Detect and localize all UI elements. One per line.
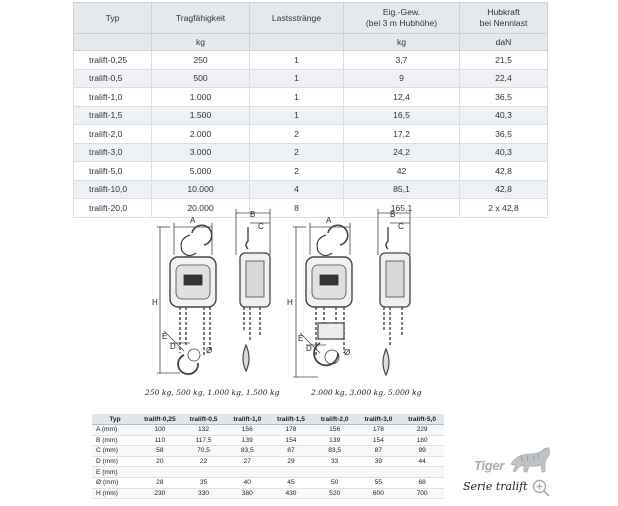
tiger-icon xyxy=(505,444,553,476)
dim-label-h: H xyxy=(287,298,293,307)
spec-cell: 4 xyxy=(250,180,344,199)
dimension-cell: 35 xyxy=(182,477,226,488)
dimension-cell: 229 xyxy=(400,425,444,436)
dimension-cell xyxy=(138,467,182,478)
spec-row xyxy=(74,162,548,181)
spec-cell: tralift-2,0 xyxy=(74,125,152,144)
spec-cell: 40,3 xyxy=(460,143,548,162)
spec-cell: 2 x 42,8 xyxy=(460,199,548,218)
dimension-header-cell: tralift-1,5 xyxy=(269,414,313,425)
spec-unit-cell xyxy=(74,34,152,51)
spec-cell: tralift-10,0 xyxy=(74,180,152,199)
dimension-cell: 45 xyxy=(269,477,313,488)
dimension-header-cell: tralift-0,25 xyxy=(138,414,182,425)
dimension-cell: 83,5 xyxy=(225,446,269,457)
dimension-table xyxy=(92,414,444,499)
dimension-header-cell: Typ xyxy=(92,414,138,425)
dimension-cell: 132 xyxy=(182,425,226,436)
spec-cell: 9 xyxy=(344,69,460,88)
drawing-caption-left: 250 kg, 500 kg, 1.000 kg, 1.500 kg xyxy=(145,388,280,397)
dimension-cell: 380 xyxy=(225,488,269,499)
dimension-cell xyxy=(357,467,401,478)
spec-cell: 1 xyxy=(250,88,344,107)
spec-cell: 12,4 xyxy=(344,88,460,107)
dimension-cell: 33 xyxy=(313,456,357,467)
spec-header-cell: Eig.-Gew. (bei 3 m Hubhöhe) xyxy=(344,3,460,34)
hoist-side-view-single xyxy=(236,209,270,371)
dimension-cell: D (mm) xyxy=(92,456,138,467)
dimension-header-cell: tralift-2,0 xyxy=(313,414,357,425)
spec-cell: 1 xyxy=(250,51,344,70)
spec-cell: 2.000 xyxy=(152,125,250,144)
dimension-cell: 87 xyxy=(357,446,401,457)
dimension-cell: 70,5 xyxy=(182,446,226,457)
spec-header-row xyxy=(74,3,548,34)
dimension-cell: 99 xyxy=(400,446,444,457)
spec-cell: 42,8 xyxy=(460,180,548,199)
dimension-cell: 154 xyxy=(357,435,401,446)
spec-cell: 1 xyxy=(250,106,344,125)
dimension-row xyxy=(92,425,444,436)
dimension-cell: 68 xyxy=(400,477,444,488)
dimension-row xyxy=(92,456,444,467)
dimension-row xyxy=(92,435,444,446)
dimension-cell: 39 xyxy=(357,456,401,467)
spec-cell: 36,5 xyxy=(460,88,548,107)
spec-cell: 36,5 xyxy=(460,125,548,144)
spec-cell: tralift-5,0 xyxy=(74,162,152,181)
spec-header-cell: Tragfähigkeit xyxy=(152,3,250,34)
dimension-cell xyxy=(182,467,226,478)
spec-header-cell: Hubkraft bei Nennlast xyxy=(460,3,548,34)
spec-cell: 500 xyxy=(152,69,250,88)
dimension-cell: 520 xyxy=(313,488,357,499)
dimension-cell xyxy=(269,467,313,478)
spec-cell: 250 xyxy=(152,51,250,70)
dimension-cell: 600 xyxy=(357,488,401,499)
spec-cell: 3.000 xyxy=(152,143,250,162)
dimension-cell: 430 xyxy=(269,488,313,499)
dimension-cell: 55 xyxy=(357,477,401,488)
spec-unit-cell xyxy=(250,34,344,51)
spec-cell: 1 xyxy=(250,69,344,88)
dimension-cell: 50 xyxy=(313,477,357,488)
dim-label-d: D xyxy=(306,344,312,353)
spec-cell: 24,2 xyxy=(344,143,460,162)
zoom-in-icon[interactable] xyxy=(532,479,550,497)
spec-cell: 20.000 xyxy=(152,199,250,218)
dimension-cell: 156 xyxy=(313,425,357,436)
dimension-cell: 29 xyxy=(269,456,313,467)
spec-cell: 2 xyxy=(250,162,344,181)
spec-cell: 3,7 xyxy=(344,51,460,70)
spec-cell: 2 xyxy=(250,125,344,144)
dim-label-o: Ø xyxy=(344,348,351,357)
dimension-cell: B (mm) xyxy=(92,435,138,446)
dimension-cell: 700 xyxy=(400,488,444,499)
dim-label-o: Ø xyxy=(206,346,213,355)
dimension-cell: 156 xyxy=(225,425,269,436)
series-caption: Serie tralift xyxy=(463,480,528,493)
spec-cell: 165,1 xyxy=(344,199,460,218)
dimension-header-cell: tralift-5,0 xyxy=(400,414,444,425)
dimension-cell: 22 xyxy=(182,456,226,467)
spec-cell: 42,8 xyxy=(460,162,548,181)
spec-cell: 10.000 xyxy=(152,180,250,199)
dim-label-e: E xyxy=(162,332,168,341)
spec-row xyxy=(74,69,548,88)
spec-cell: 21,5 xyxy=(460,51,548,70)
dimension-cell: 330 xyxy=(182,488,226,499)
dimension-row xyxy=(92,467,444,478)
dimension-cell: 100 xyxy=(138,425,182,436)
dimension-cell: 87 xyxy=(269,446,313,457)
spec-table xyxy=(73,2,548,218)
dim-label-b: B xyxy=(250,210,256,219)
spec-cell: 2 xyxy=(250,143,344,162)
spec-row xyxy=(74,143,548,162)
spec-header-cell: Typ xyxy=(74,3,152,34)
spec-unit-row xyxy=(74,34,548,51)
spec-cell: tralift-0,25 xyxy=(74,51,152,70)
dimension-cell: 40 xyxy=(225,477,269,488)
dimension-cell: 28 xyxy=(138,477,182,488)
drawing-caption-right: 2.000 kg, 3.000 kg, 5.000 kg xyxy=(311,388,422,397)
hoist-drawings xyxy=(140,205,420,385)
dimension-cell: 230 xyxy=(138,488,182,499)
dimension-cell: 178 xyxy=(269,425,313,436)
dimension-cell: 44 xyxy=(400,456,444,467)
spec-cell: 1.500 xyxy=(152,106,250,125)
tiger-logo-text: Tiger xyxy=(474,458,505,473)
dim-label-d: D xyxy=(170,342,176,351)
spec-unit-cell: kg xyxy=(152,34,250,51)
spec-cell: 5.000 xyxy=(152,162,250,181)
dimension-cell: E (mm) xyxy=(92,467,138,478)
spec-cell: 8 xyxy=(250,199,344,218)
dimension-header-cell: tralift-3,0 xyxy=(357,414,401,425)
dim-label-h: H xyxy=(152,298,158,307)
dim-label-a: A xyxy=(326,216,332,225)
dimension-row xyxy=(92,477,444,488)
dimension-cell: 20 xyxy=(138,456,182,467)
dim-label-c: C xyxy=(258,222,264,231)
dimension-header-cell: tralift-1,0 xyxy=(225,414,269,425)
spec-cell: tralift-20,0 xyxy=(74,199,152,218)
dimension-cell: 83,5 xyxy=(313,446,357,457)
dimension-row xyxy=(92,446,444,457)
spec-cell: 40,3 xyxy=(460,106,548,125)
spec-cell: 85,1 xyxy=(344,180,460,199)
spec-cell: tralift-1,0 xyxy=(74,88,152,107)
dim-label-a: A xyxy=(190,216,196,225)
dimension-header-cell: tralift-0,5 xyxy=(182,414,226,425)
dim-label-c: C xyxy=(398,222,404,231)
dimension-cell: 139 xyxy=(313,435,357,446)
spec-header-cell: Lastsstränge xyxy=(250,3,344,34)
dimension-cell: 180 xyxy=(400,435,444,446)
dimension-cell: A (mm) xyxy=(92,425,138,436)
dimension-cell: 117,5 xyxy=(182,435,226,446)
spec-cell: tralift-1,5 xyxy=(74,106,152,125)
spec-unit-cell: kg xyxy=(344,34,460,51)
dimension-cell xyxy=(400,467,444,478)
spec-cell: 1.000 xyxy=(152,88,250,107)
spec-cell: tralift-3,0 xyxy=(74,143,152,162)
spec-cell: 22,4 xyxy=(460,69,548,88)
spec-cell: 17,2 xyxy=(344,125,460,144)
dimension-cell: 58 xyxy=(138,446,182,457)
dimension-cell: 110 xyxy=(138,435,182,446)
dimension-cell: 178 xyxy=(357,425,401,436)
dimension-cell: 139 xyxy=(225,435,269,446)
spec-cell: 16,5 xyxy=(344,106,460,125)
dimension-header-row xyxy=(92,414,444,425)
spec-cell: tralift-0,5 xyxy=(74,69,152,88)
spec-row xyxy=(74,106,548,125)
dimension-row xyxy=(92,488,444,499)
dimension-cell xyxy=(313,467,357,478)
dim-label-b: B xyxy=(390,210,396,219)
dimension-cell: 154 xyxy=(269,435,313,446)
dim-label-e: E xyxy=(298,334,304,343)
spec-row xyxy=(74,125,548,144)
dimension-cell: 27 xyxy=(225,456,269,467)
dimension-cell xyxy=(225,467,269,478)
spec-row xyxy=(74,88,548,107)
hoist-side-view-double xyxy=(378,209,410,375)
spec-row xyxy=(74,51,548,70)
dimension-cell: H (mm) xyxy=(92,488,138,499)
spec-row xyxy=(74,180,548,199)
spec-cell: 42 xyxy=(344,162,460,181)
dimension-cell: C (mm) xyxy=(92,446,138,457)
dimension-cell: Ø (mm) xyxy=(92,477,138,488)
spec-unit-cell: daN xyxy=(460,34,548,51)
